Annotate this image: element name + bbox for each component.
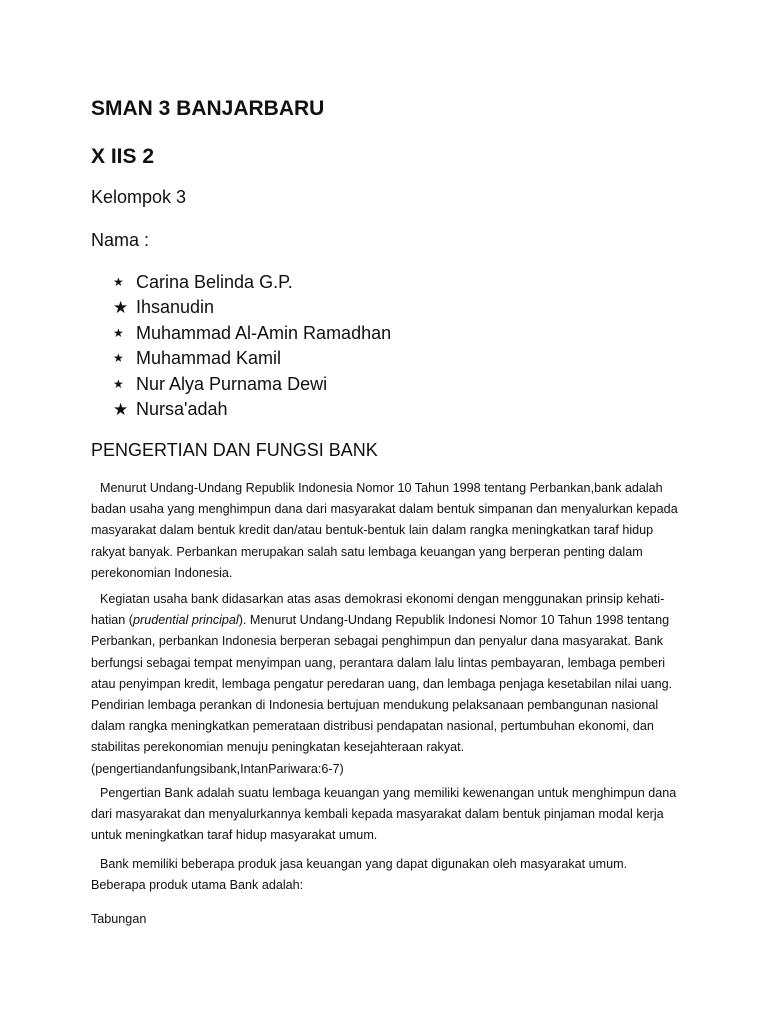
text-line: Perbankan, perbankan Indonesia berperan sebagai penghimpun dan penyalur dana masyarakat. Bank	[91, 634, 664, 649]
member-name: Nursa'adah	[136, 398, 228, 419]
subheading-savings	[91, 909, 711, 930]
text-segment: hatian (	[91, 613, 134, 628]
list-item	[113, 295, 391, 320]
text-line: berfungsi sebagai tempat menyimpan uang, perantara dalam lalu lintas pembayaran, lembaga pemberi	[91, 655, 666, 670]
list-item	[113, 321, 391, 346]
member-name: Carina Belinda G.P.	[136, 272, 293, 292]
star-icon: ★	[113, 298, 129, 318]
name-label: Nama :	[91, 230, 150, 250]
text-line: badan usaha yang menghimpun dana dari masyarakat dalam bentuk simpanan dan menyalurkan kepada	[91, 502, 678, 517]
text-segment: ). Menurut Undang-Undang Republik Indonesi Nomor 10 Tahun 1998 tentang	[238, 613, 670, 628]
star-icon: ★	[113, 351, 124, 366]
text-line: rakyat banyak. Perbankan merupakan salah satu lembaga keuangan yang berperan penting dalam	[91, 544, 643, 559]
paragraph-bank-products	[91, 854, 711, 896]
text-line: stabilitas perekonomian menuju peningkatan kesejahteraan rakyat.	[91, 740, 465, 755]
text-line: Tabungan	[91, 912, 147, 926]
list-item	[113, 397, 391, 422]
text-line: Beberapa produk utama Bank adalah:	[91, 878, 304, 893]
italic-term: prudential principal	[133, 613, 239, 628]
paragraph-bank-definition	[91, 783, 711, 847]
group-label: Kelompok 3	[91, 187, 187, 207]
member-name: Ihsanudin	[136, 297, 215, 318]
star-icon: ★	[113, 275, 124, 289]
term-label: Pengertian Bank	[100, 786, 194, 800]
list-item	[113, 270, 391, 295]
text-line: Kegiatan usaha bank didasarkan atas asas demokrasi ekonomi dengan menggunakan prinsip kehati-	[100, 592, 665, 606]
paragraph-bank-activities	[91, 589, 711, 780]
text-line: perekonomian Indonesia.	[91, 565, 233, 580]
text-line: atau penyimpan kredit, lembaga pengatur peredaran uang, dan lembaga penjaga kesetabilan nilai uang.	[91, 676, 673, 691]
list-item	[113, 346, 391, 371]
member-list	[113, 270, 391, 422]
star-icon: ★	[113, 376, 124, 391]
text-line	[91, 610, 711, 631]
text-line: Pendirian lembaga perankan di Indonesia bertujuan mendukung pelaksanaan pembangunan nasional	[91, 698, 659, 713]
text-line: Menurut Undang-Undang Republik Indonesia Nomor 10 Tahun 1998 tentang Perbankan,bank adalah	[100, 481, 663, 495]
star-icon: ★	[113, 325, 124, 340]
school-heading: SMAN 3 BANJARBARU	[91, 97, 325, 120]
list-item	[113, 372, 391, 397]
section-title: PENGERTIAN DAN FUNGSI BANK	[91, 440, 378, 460]
text-line: dalam rangka meningkatkan pemerataan distribusi pendapatan nasional, pertumbuhan ekonomi, dan	[91, 719, 654, 734]
text-line: (pengertiandanfungsibank,IntanPariwara:6-7)	[91, 761, 344, 776]
member-name: Nur Alya Purnama Dewi	[136, 373, 328, 394]
member-name: Muhammad Al-Amin Ramadhan	[136, 322, 392, 343]
text-line: dari masyarakat dan menyalurkannya kembali kepada masyarakat dalam bentuk pinjaman modal kerja	[91, 807, 664, 822]
text-segment: adalah suatu lembaga keuangan yang memiliki kewenangan untuk menghimpun dana	[193, 786, 677, 800]
class-heading: X IIS 2	[91, 145, 155, 168]
member-name: Muhammad Kamil	[136, 348, 282, 369]
text-line: untuk meningkatkan taraf hidup masyarakat umum.	[91, 828, 378, 843]
text-line	[91, 783, 711, 804]
text-line: masyarakat dalam bentuk kredit dan/atau bentuk-bentuk lain dalam rangka meningkatkan taraf hidup	[91, 523, 654, 538]
paragraph-definition-law	[91, 478, 711, 584]
text-line: Bank memiliki beberapa produk jasa keuangan yang dapat digunakan oleh masyarakat umum.	[100, 857, 628, 871]
star-icon: ★	[113, 399, 129, 419]
